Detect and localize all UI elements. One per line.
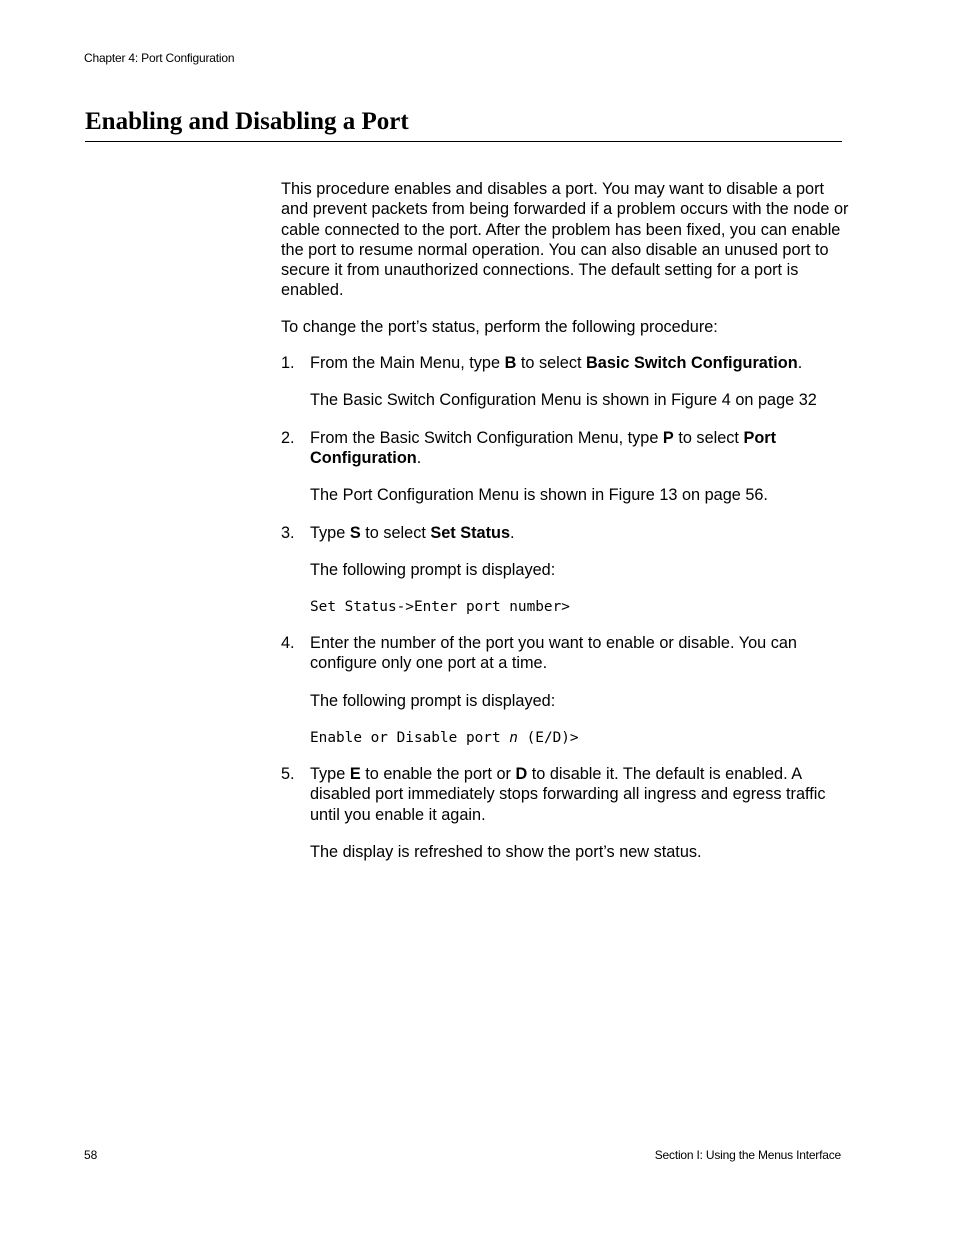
step-2 [281, 428, 851, 469]
prompt-code-text: Enable or Disable port [310, 730, 510, 747]
step-text: From the Basic Switch Configuration Menu, type [310, 428, 663, 447]
step-text: Type [310, 523, 350, 542]
procedure-lead: To change the port’s status, perform the following procedure: [281, 317, 718, 336]
running-footer: Section I: Using the Menus Interface [654, 1148, 841, 1162]
prompt-code [310, 728, 851, 748]
step-note: The display is refreshed to show the port’s new status. [310, 842, 702, 861]
step-note: The following prompt is displayed: [310, 560, 556, 579]
step-menu-name: Port Configuration [310, 428, 777, 467]
running-header: Chapter 4: Port Configuration [84, 51, 235, 65]
intro-paragraph: This procedure enables and disables a port. You may want to disable a port and prevent packets from being forwarded if a problem occurs with the node or cable connected to the port. After the problem has been fixed, you can enable the port to resume normal operation. You can also disable an unused port to secure it from unauthorized connections. The default setting for a port is enabled. [281, 180, 849, 300]
step-number: 4. [281, 634, 295, 653]
prompt-code: Set Status->Enter port number> [310, 599, 570, 616]
step-number: 3. [281, 523, 295, 542]
page-number: 58 [84, 1148, 98, 1162]
step-key: D [515, 765, 528, 784]
body-content [281, 179, 851, 879]
step-text: to enable the port or [360, 765, 516, 784]
step-number: 2. [281, 428, 295, 447]
step-text: . [510, 523, 515, 542]
step-number: 5. [281, 765, 295, 784]
step-text: . [416, 448, 422, 467]
step-key: P [662, 428, 674, 447]
step-text: to disable it. The default is enabled. A disabled port immediately stops forwarding all ingress and egress traffic until you enable it again. [310, 765, 826, 824]
step-text: . [797, 354, 803, 373]
step-text: to select [516, 354, 587, 373]
step-text: From the Main Menu, type [310, 354, 505, 373]
section-title: Enabling and Disabling a Port [85, 106, 842, 142]
step-note: The Basic Switch Configuration Menu is shown in Figure 4 on page 32 [310, 391, 817, 410]
step-text: to select [360, 523, 431, 542]
step-menu-name: Set Status [430, 523, 511, 542]
step-menu-name: Basic Switch Configuration [586, 354, 798, 373]
step-key: E [349, 765, 361, 784]
step-note: The Port Configuration Menu is shown in Figure 13 on page 56. [310, 486, 768, 505]
prompt-code-variable: n [509, 730, 518, 747]
step-note: The following prompt is displayed: [310, 691, 556, 710]
step-key: S [349, 523, 361, 542]
step-3 [281, 523, 851, 543]
step-5 [281, 764, 851, 825]
step-text: Enter the number of the port you want to enable or disable. You can configure only one port at a time. [310, 634, 797, 673]
step-key: B [504, 354, 517, 373]
prompt-code-text: (E/D)> [517, 730, 579, 747]
step-number: 1. [281, 354, 295, 373]
step-text: to select [673, 428, 744, 447]
step-text: Type [310, 765, 350, 784]
step-4 [281, 633, 851, 674]
step-1 [281, 353, 851, 373]
